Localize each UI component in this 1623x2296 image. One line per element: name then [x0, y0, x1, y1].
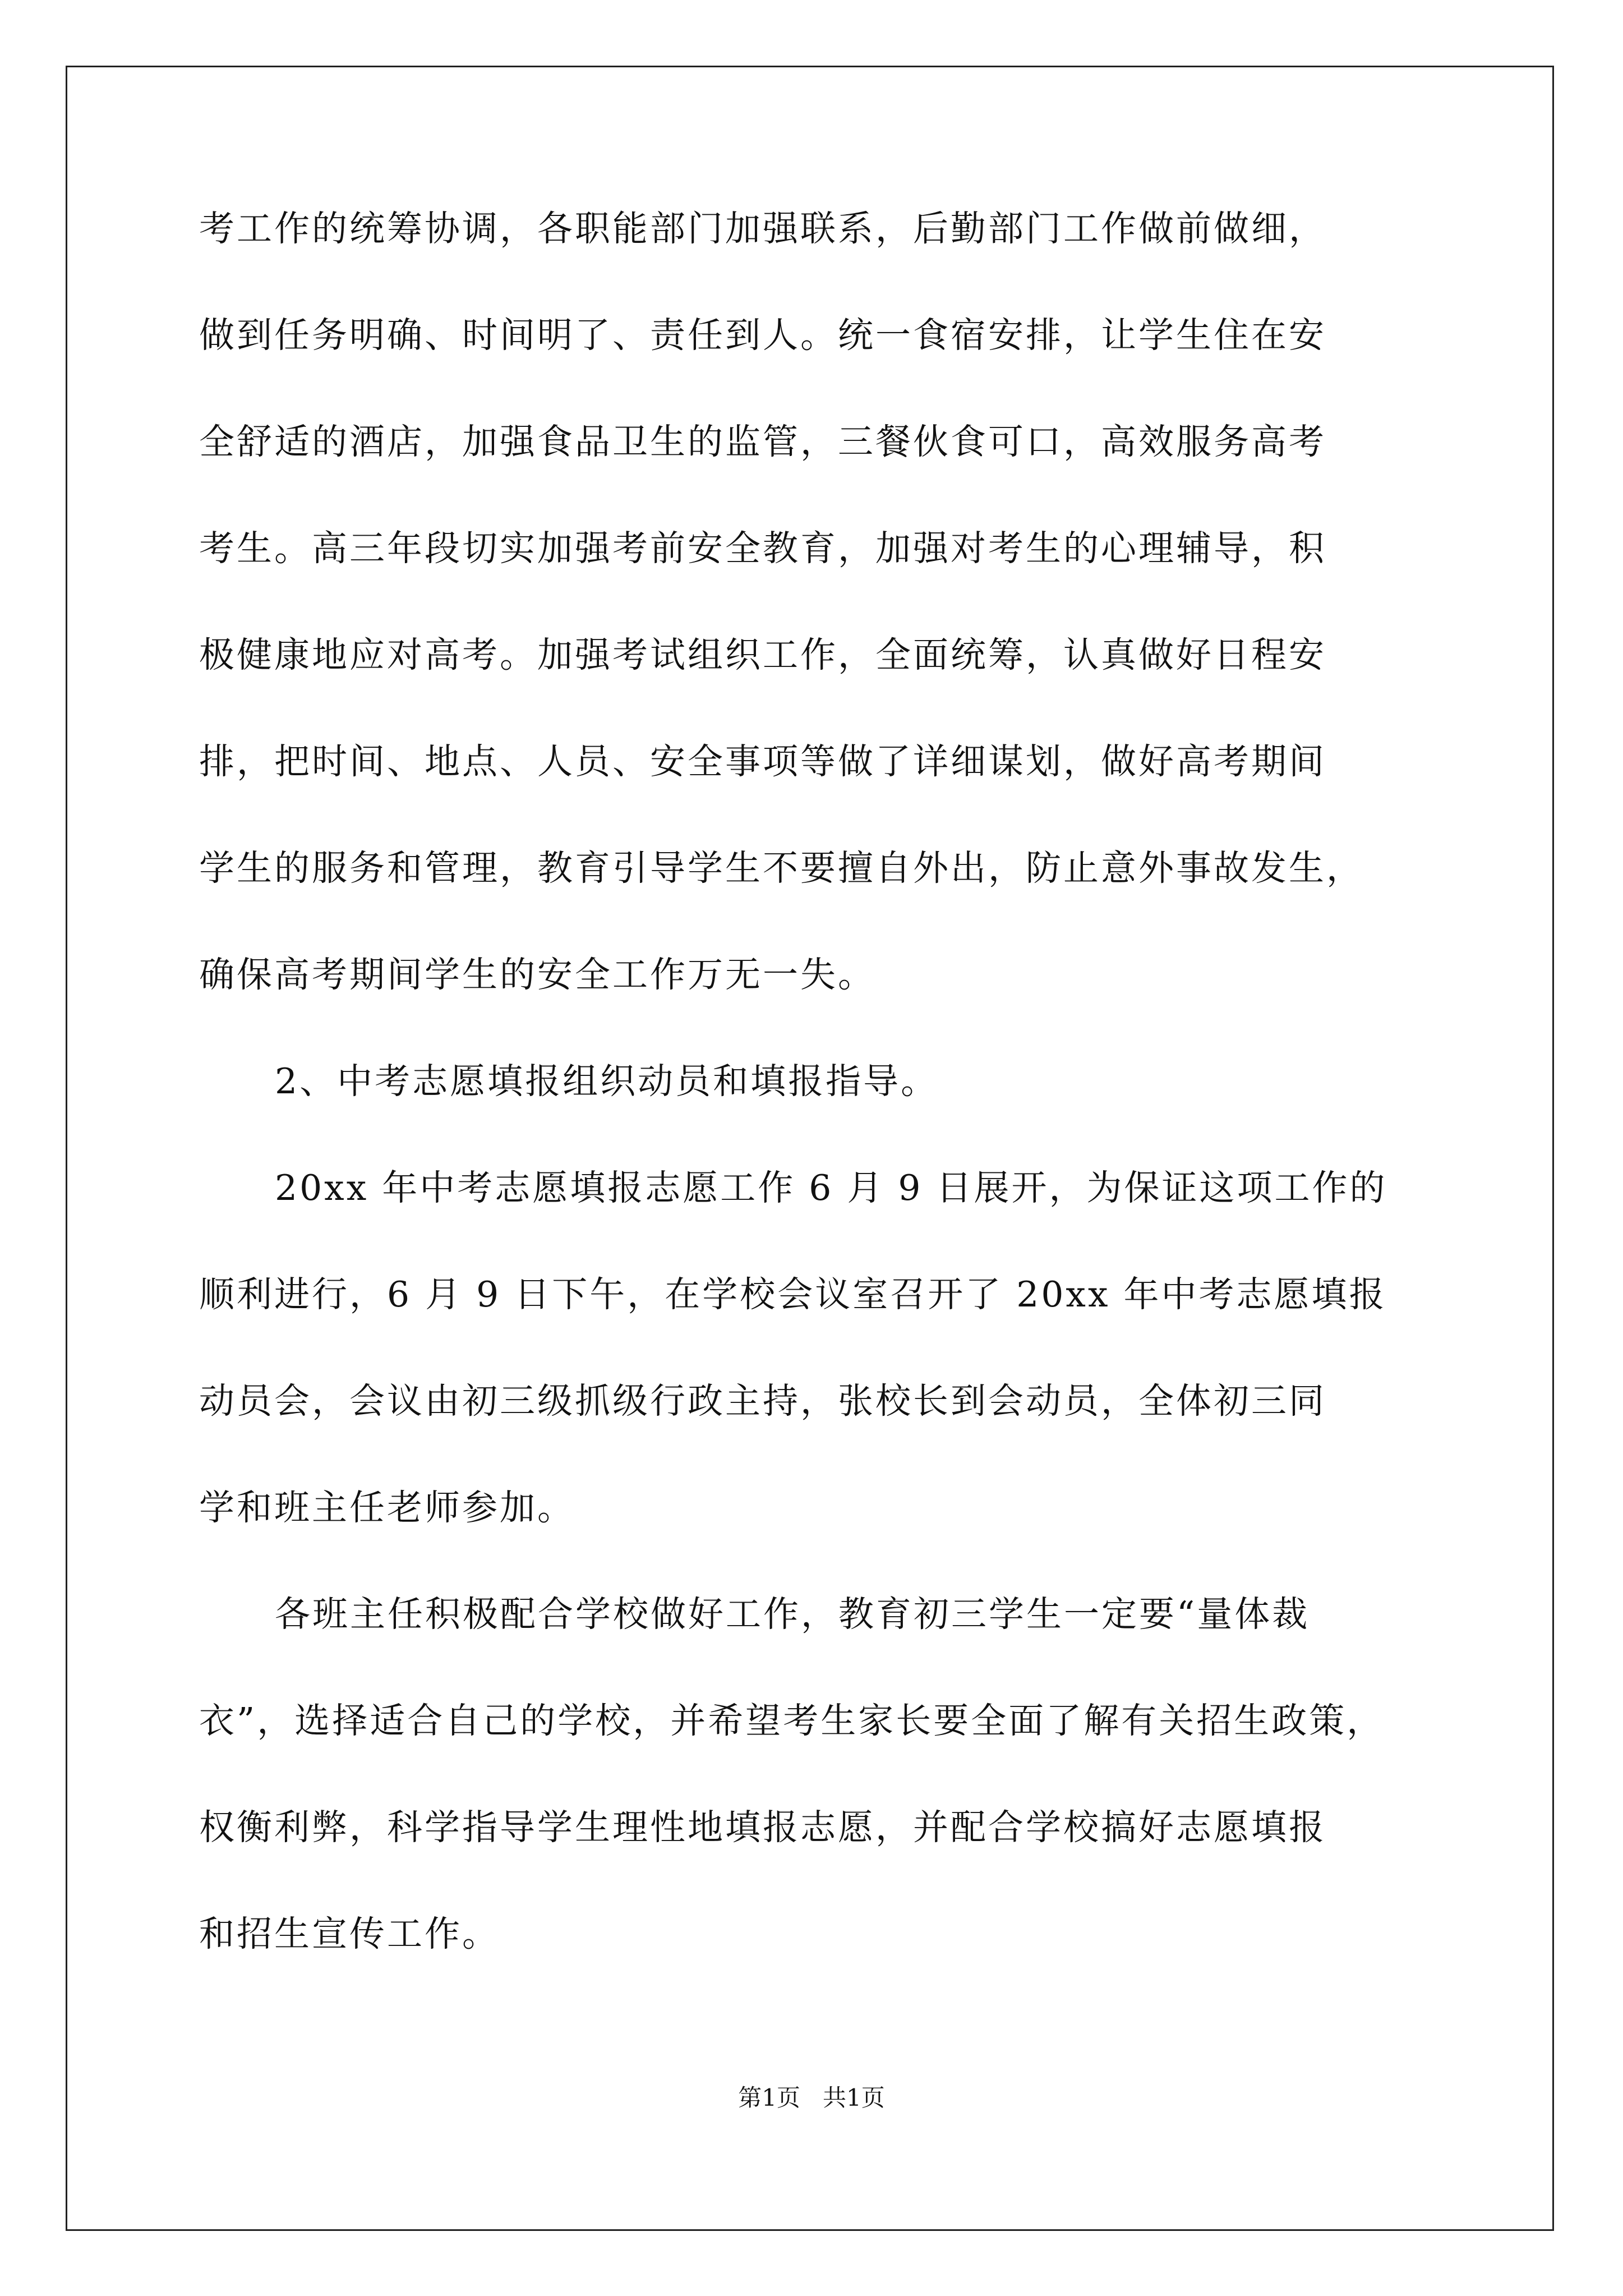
body-text-line: 做到任务明确、时间明了、责任到人。统一食宿安排，让学生住在安 [199, 315, 1326, 356]
page-footer: 第1页 共1页 [738, 2084, 885, 2111]
body-text-line: 学和班主任老师参加。 [199, 1487, 575, 1528]
page-border [66, 66, 1554, 2231]
body-text-line: 极健康地应对高考。加强考试组织工作，全面统筹，认真做好日程安 [199, 634, 1326, 675]
body-text-line: 考生。高三年段切实加强考前安全教育，加强对考生的心理辅导，积 [199, 528, 1326, 569]
body-text-line: 权衡利弊，科学指导学生理性地填报志愿，并配合学校搞好志愿填报 [199, 1807, 1326, 1848]
section-heading: 2、中考志愿填报组织动员和填报指导。 [275, 1061, 939, 1102]
body-text-line: 确保高考期间学生的安全工作万无一失。 [199, 954, 875, 995]
body-text-line: 顺利进行，6 月 9 日下午，在学校会议室召开了 20xx 年中考志愿填报 [199, 1274, 1387, 1315]
body-text-line: 全舒适的酒店，加强食品卫生的监管，三餐伙食可口，高效服务高考 [199, 421, 1326, 462]
body-text-line: 考工作的统筹协调，各职能部门加强联系，后勤部门工作做前做细， [199, 208, 1326, 249]
body-text-line: 排，把时间、地点、人员、安全事项等做了详细谋划，做好高考期间 [199, 741, 1326, 782]
body-text-line: 各班主任积极配合学校做好工作，教育初三学生一定要“量体裁 [275, 1594, 1310, 1635]
body-text-line: 动员会，会议由初三级抓级行政主持，张校长到会动员，全体初三同 [199, 1381, 1326, 1421]
body-text-line: 和招生宣传工作。 [199, 1913, 500, 1954]
body-text-line: 衣”，选择适合自己的学校，并希望考生家长要全面了解有关招生政策， [199, 1700, 1385, 1741]
body-text-line: 20xx 年中考志愿填报志愿工作 6 月 9 日展开，为保证这项工作的 [275, 1167, 1387, 1208]
body-text-line: 学生的服务和管理，教育引导学生不要擅自外出，防止意外事故发生， [199, 848, 1364, 889]
